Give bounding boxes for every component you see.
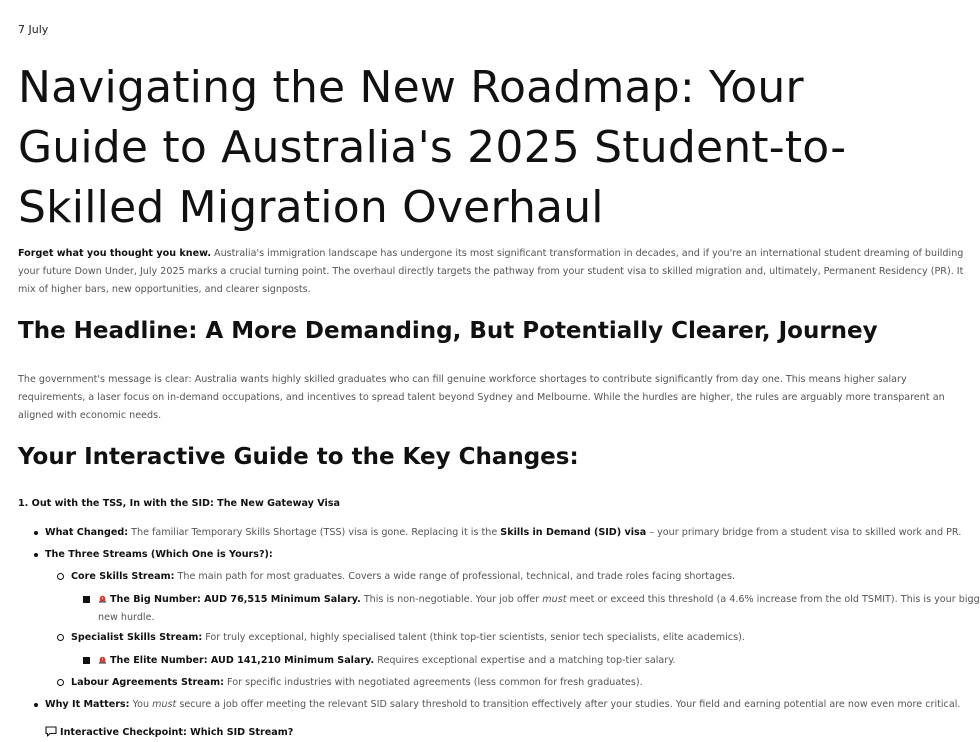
list-item-core-salary: The Big Number: AUD 76,515 Minimum Salary. This is non-negotiable. Your job offer must meet or exceed this threshold (a 4.6% increase from the old TSMIT). This is your bigg bbox=[98, 591, 980, 609]
specialist-skills-label: Specialist Skills Stream: bbox=[71, 632, 203, 643]
intro-line-1: Forget what you thought you knew. Australia's immigration landscape has undergone its most significant transformation in decades, and if you're an international student dreaming of building bbox=[18, 248, 964, 259]
labour-agreements-label: Labour Agreements Stream: bbox=[71, 677, 224, 688]
intro-paragraph bbox=[18, 245, 964, 299]
intro-lead: Forget what you thought you knew. bbox=[18, 248, 211, 259]
checkpoint-label: Interactive Checkpoint: Which SID Stream? bbox=[60, 727, 294, 738]
interactive-checkpoint bbox=[45, 724, 293, 742]
list-item-three-streams bbox=[45, 546, 273, 564]
why-it-matters-label: Why It Matters: bbox=[45, 699, 130, 710]
speech-bubble-icon bbox=[45, 726, 57, 737]
three-streams-label: The Three Streams (Which One is Yours?): bbox=[45, 549, 273, 560]
core-skills-label: Core Skills Stream: bbox=[71, 571, 175, 582]
govt-line-1: The government's message is clear: Australia wants highly skilled graduates who can fill genuine workforce shortages to contribute significantly from day one. This means higher salary bbox=[18, 374, 907, 385]
govt-line-2: requirements, a laser focus on in-demand occupations, and incentives to spread talent beyond Sydney and Melbourne. While the hurdles are higher, the rules are arguably more transparent an bbox=[18, 392, 945, 403]
section-heading-headline: The Headline: A More Demanding, But Potentially Clearer, Journey bbox=[18, 318, 878, 344]
specialist-salary-label: The Elite Number: AUD 141,210 Minimum Salary. bbox=[110, 655, 375, 666]
sid-visa-term: Skills in Demand (SID) visa bbox=[500, 527, 647, 538]
list-item-core-skills: Core Skills Stream: The main path for most graduates. Covers a wide range of professional, technical, and trade roles facing shortages. bbox=[71, 568, 735, 586]
core-salary-line-2: new hurdle. bbox=[98, 612, 155, 623]
article-date: 7 July bbox=[18, 23, 49, 36]
govt-line-3: aligned with economic needs. bbox=[18, 410, 162, 421]
list-item-specialist-salary: The Elite Number: AUD 141,210 Minimum Salary. Requires exceptional expertise and a matching top-tier salary. bbox=[98, 652, 676, 670]
intro-line-3: mix of higher bars, new opportunities, and clearer signposts. bbox=[18, 284, 311, 295]
subheading-tss-sid: 1. Out with the TSS, In with the SID: The New Gateway Visa bbox=[18, 498, 340, 509]
police-car-light-icon bbox=[98, 594, 107, 603]
government-message-paragraph bbox=[18, 371, 945, 425]
section-heading-guide: Your Interactive Guide to the Key Changes: bbox=[18, 444, 579, 470]
list-item-specialist-skills: Specialist Skills Stream: For truly exceptional, highly specialised talent (think top-tier scientists, senior tech specialists, elite academics). bbox=[71, 629, 745, 647]
police-car-light-icon bbox=[98, 655, 107, 664]
intro-line-2: your future Down Under, July 2025 marks a crucial turning point. The overhaul directly targets the pathway from your student visa to skilled migration and, ultimately, Permanent Residency (PR). It bbox=[18, 266, 964, 277]
what-changed-label: What Changed: bbox=[45, 527, 129, 538]
list-item-what-changed: What Changed: The familiar Temporary Skills Shortage (TSS) visa is gone. Replacing it is the Skills in Demand (SID) visa – your primary bridge from a student visa to skilled work and PR. bbox=[45, 524, 961, 542]
core-salary-label: The Big Number: AUD 76,515 Minimum Salary. bbox=[110, 594, 361, 605]
article-title: Navigating the New Roadmap: Your Guide to Australia's 2025 Student-to-Skilled Migration Overhaul bbox=[18, 62, 847, 233]
list-item-labour-agreements: Labour Agreements Stream: For specific industries with negotiated agreements (less common for fresh graduates). bbox=[71, 674, 643, 692]
list-item-why-it-matters: Why It Matters: You must secure a job offer meeting the relevant SID salary threshold to transition effectively after your studies. Your field and earning potential are now even more critical. bbox=[45, 696, 960, 714]
